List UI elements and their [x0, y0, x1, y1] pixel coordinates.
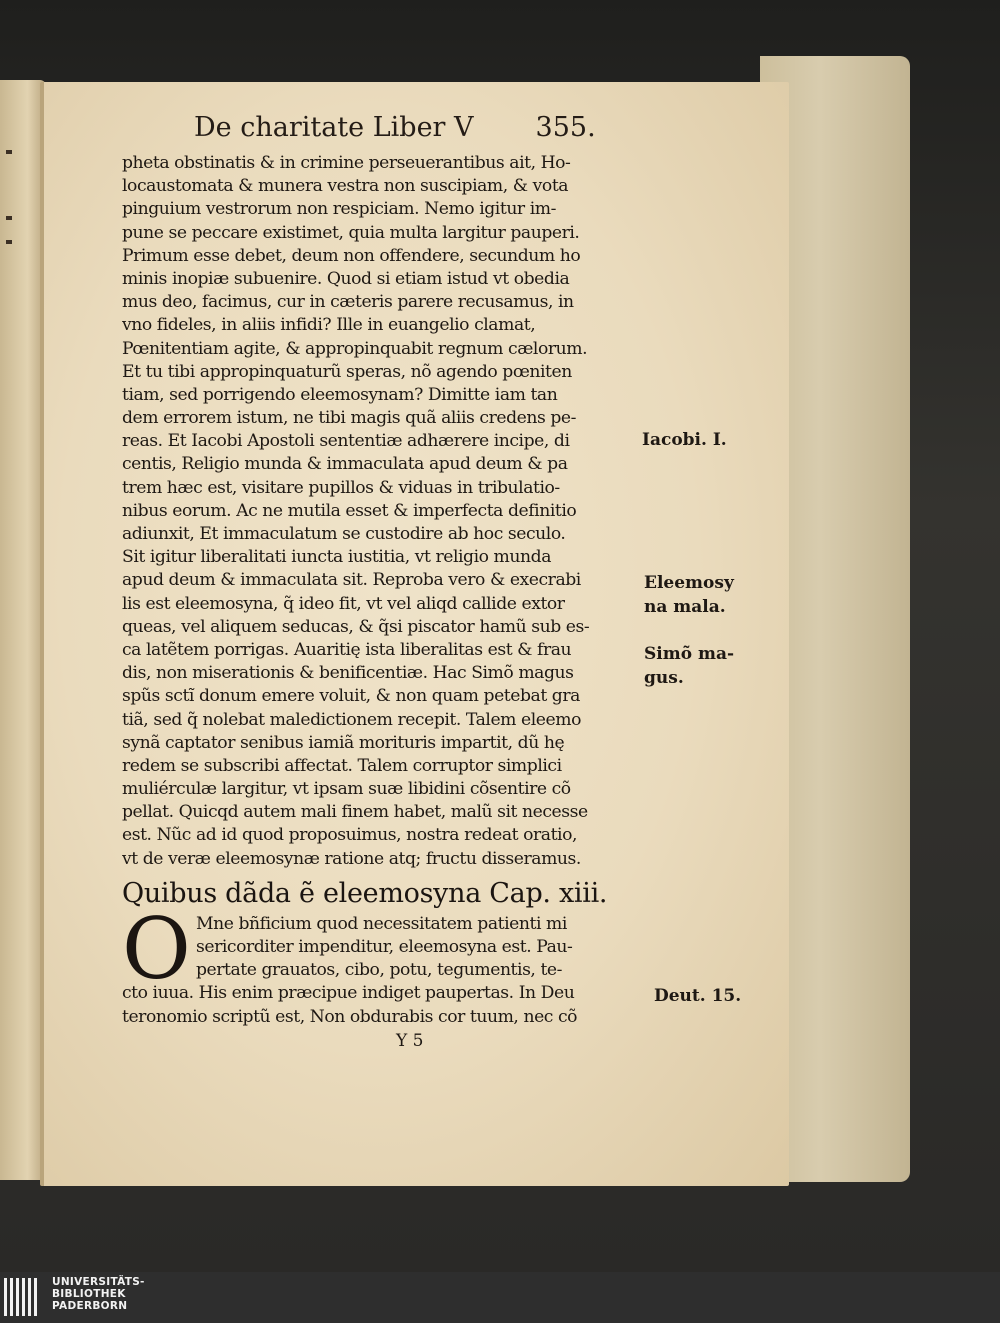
book-page [40, 82, 789, 1186]
chapter-text-line: teronomio scriptũ est, Non obdurabis cor tuum, nec cõ [122, 1006, 578, 1027]
text-line: est. Nũc ad id quod proposuimus, nostra redeat oratio, [122, 825, 577, 846]
text-line: spũs sctĩ donum emere voluit, & non quam petebat gra [122, 686, 580, 707]
text-line: dem errorem istum, ne tibi magis quã aliis credens pe- [122, 408, 576, 429]
text-line: mus deo, facimus, cur in cæteris parere recusamus, in [122, 292, 574, 313]
text-line: tiam, sed porrigendo eleemosynam? Dimitte iam tan [122, 384, 558, 405]
running-title: De charitate Liber V [194, 112, 474, 143]
text-line: vt de veræ eleemosynæ ratione atq; fructu disseramus. [122, 848, 581, 869]
text-line: lis est eleemosyna, q̃ ideo fit, vt vel aliqd callide extor [122, 593, 565, 614]
text-line: trem hæc est, visitare pupillos & viduas in tribulatio- [122, 477, 560, 498]
margin-note-iacobi: Iacobi. I. [642, 430, 727, 450]
margin-note-eleemosyna-1: Eleemosy [644, 573, 734, 593]
library-logo-icon [4, 1278, 46, 1316]
text-line: locaustomata & munera vestra non suscipiam, & vota [122, 176, 569, 197]
text-line: queas, vel aliquem seducas, & q̃si piscator hamũ sub es- [122, 616, 590, 637]
text-line: tiã, sed q̃ nolebat maledictionem recepit. Talem eleemo [122, 709, 581, 730]
signature-mark: Y 5 [396, 1030, 424, 1051]
text-line: ca latẽtem porrigas. Auaritię ista liberalitas est & frau [122, 639, 572, 660]
margin-note-simon-2: gus. [644, 668, 684, 688]
library-footer [0, 1272, 1000, 1323]
chapter-text-line: cto iuua. His enim præcipue indiget paupertas. In Deu [122, 983, 575, 1004]
text-line: pheta obstinatis & in crimine perseuerantibus ait, Ho- [122, 153, 571, 173]
chapter-heading: Quibus dãda ẽ eleemosyna Cap. xiii. [122, 877, 608, 909]
text-line: reas. Et Iacobi Apostoli sententiæ adhærere incipe, di [122, 431, 570, 452]
chapter-text-lines [122, 913, 644, 1029]
text-line: nibus eorum. Ac ne mutila esset & imperfecta definitio [122, 500, 577, 521]
library-name: UNIVERSITÄTS- BIBLIOTHEK PADERBORN [52, 1276, 145, 1312]
margin-note-eleemosyna-2: na mala. [644, 597, 726, 617]
chapter-text-line: Mne bñficium quod necessitatem patienti mi [196, 913, 567, 934]
text-line: adiunxit, Et immaculatum se custodire ab hoc seculo. [122, 524, 566, 544]
text-line: pellat. Quicqd autem mali finem habet, malũ sit necesse [122, 802, 588, 823]
text-line: pune se peccare existimet, quia multa largitur pauperi. [122, 222, 580, 243]
running-header [194, 112, 596, 143]
main-text [122, 152, 644, 1053]
text-line: Et tu tibi appropinquaturũ speras, nõ agendo pœniten [122, 361, 572, 382]
text-line: synã captator senibus iamiã morituris impartit, dũ hę [122, 732, 565, 753]
text-line: Pœnitentiam agite, & appropinquabit regnum cælorum. [122, 338, 588, 359]
text-line: minis inopiæ subuenire. Quod si etiam istud vt obedia [122, 268, 570, 289]
chapter-text-line: pertate grauatos, cibo, potu, tegumentis, te- [196, 960, 562, 981]
text-line: pinguium vestrorum non respiciam. Nemo igitur im- [122, 199, 556, 220]
text-line: redem se subscribi affectat. Talem corruptor simplici [122, 755, 562, 776]
text-line: dis, non miserationis & benificentiæ. Hac Simõ magus [122, 663, 574, 684]
text-line: centis, Religio munda & immaculata apud deum & pa [122, 454, 568, 475]
drop-cap: O [122, 899, 191, 998]
page-number: 355. [535, 112, 596, 143]
chapter-text-line: sericorditer impenditur, eleemosyna est. Pau- [196, 937, 573, 957]
text-line: Sit igitur liberalitati iuncta iustitia, vt religio munda [122, 547, 551, 568]
text-line: apud deum & immaculata sit. Reproba vero & execrabi [122, 570, 581, 591]
margin-note-simon-1: Simõ ma- [644, 644, 735, 664]
text-line: vno fideles, in aliis infidi? Ille in euangelio clamat, [122, 315, 536, 336]
text-line: Primum esse debet, deum non offendere, secundum ho [122, 245, 581, 266]
margin-note-deut: Deut. 15. [654, 986, 742, 1006]
chapter-opening [122, 899, 644, 1029]
text-lines [122, 152, 644, 871]
text-line: muliérculæ largitur, vt ipsam suæ libidini cõsentire cõ [122, 779, 571, 800]
